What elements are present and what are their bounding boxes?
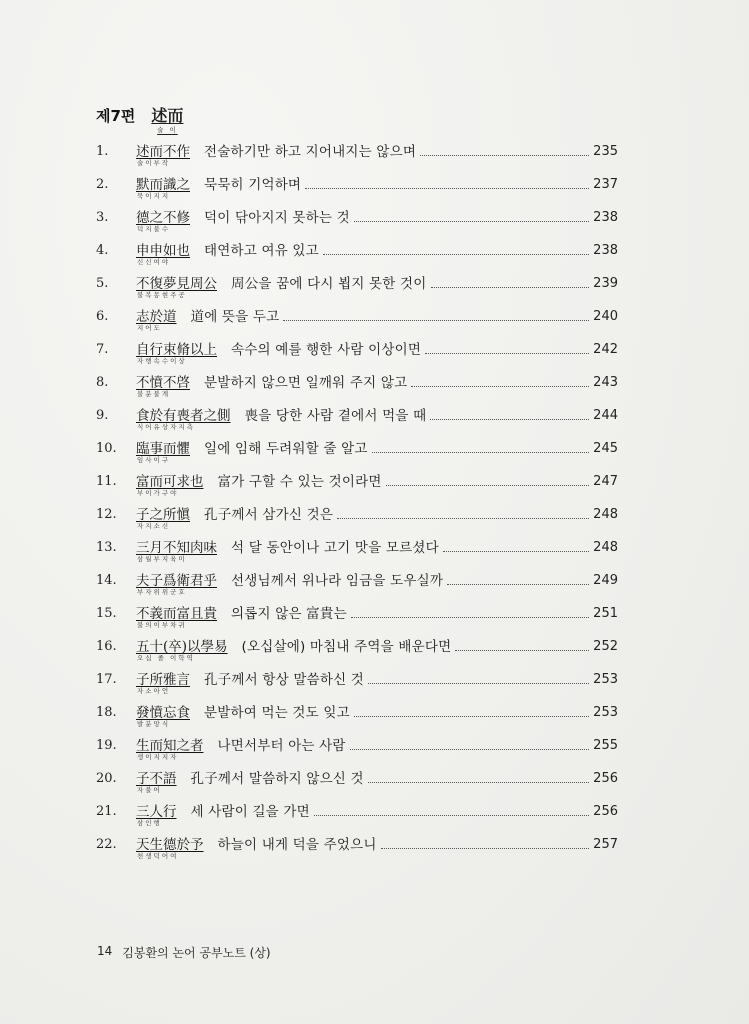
dot-leader — [368, 769, 589, 783]
entry-number: 6. — [96, 309, 109, 324]
entry-description: 태연하고 여유 있고 — [204, 243, 319, 259]
entry-description: 선생님께서 위나라 임금을 도우실까 — [231, 573, 444, 589]
entry-number: 5. — [96, 276, 109, 291]
entry-page-number: 253 — [593, 672, 618, 687]
entry-number: 15. — [96, 606, 117, 621]
dot-leader — [443, 538, 589, 552]
entry-hanja-text: 申申如也 — [136, 243, 190, 259]
entry-hanja-text: 不義而富且貴 — [136, 606, 217, 622]
entry-hanja-reading: 삼인행 — [137, 819, 162, 827]
entry-hanja-title — [136, 736, 204, 761]
toc-entry[interactable] — [96, 373, 618, 406]
entry-hanja-title — [136, 307, 177, 332]
entry-hanja-text: 子所雅言 — [136, 672, 190, 688]
entry-hanja-title — [136, 142, 190, 167]
dot-leader — [425, 340, 589, 354]
chapter-number: 제7편 — [96, 107, 136, 125]
entry-hanja-title — [136, 835, 204, 860]
dot-leader — [314, 802, 589, 816]
entry-hanja-text: 子之所愼 — [136, 507, 190, 523]
toc-entry[interactable] — [96, 505, 618, 538]
entry-description: 孔子께서 말씀하지 않으신 것 — [190, 771, 364, 787]
entry-hanja-text: 子不語 — [136, 771, 177, 787]
entry-hanja-text: 富而可求也 — [136, 474, 204, 490]
entry-hanja-text: 食於有喪者之側 — [136, 408, 231, 424]
toc-entry[interactable] — [96, 208, 618, 241]
entry-hanja-text: 五十(卒)以學易 — [136, 639, 228, 655]
entry-hanja-reading: 자행속수이상 — [137, 357, 187, 365]
dot-leader — [430, 406, 589, 420]
entry-hanja-text: 三月不知肉味 — [136, 540, 217, 556]
dot-leader — [381, 835, 590, 849]
entry-number: 21. — [96, 804, 117, 819]
entry-description: 喪을 당한 사람 곁에서 먹을 때 — [244, 408, 427, 424]
dot-leader — [337, 505, 589, 519]
entry-page-number: 238 — [593, 210, 618, 225]
entry-page-number: 251 — [593, 606, 618, 621]
entry-page-number: 242 — [593, 342, 618, 357]
entry-page-number: 253 — [593, 705, 618, 720]
entry-page-number: 249 — [593, 573, 618, 588]
entry-hanja-reading: 천생덕어여 — [137, 852, 179, 860]
entry-hanja-reading: 덕지불수 — [137, 225, 171, 233]
entry-number: 11. — [96, 474, 117, 489]
toc-entry[interactable] — [96, 274, 618, 307]
entry-hanja-text: 夫子爲衛君乎 — [136, 573, 217, 589]
entry-description: 분발하지 않으면 일깨워 주지 않고 — [204, 375, 408, 391]
entry-description: 일에 임해 두려워할 줄 알고 — [204, 441, 368, 457]
chapter-title-reading: 술 이 — [157, 126, 178, 134]
toc-entry[interactable] — [96, 142, 618, 175]
entry-number: 16. — [96, 639, 117, 654]
entry-description: 석 달 동안이나 고기 맛을 모르셨다 — [231, 540, 439, 556]
entry-page-number: 239 — [593, 276, 618, 291]
entry-hanja-title — [136, 274, 217, 299]
entry-page-number: 243 — [593, 375, 618, 390]
entry-hanja-title — [136, 769, 177, 794]
entry-number: 2. — [96, 177, 109, 192]
entry-number: 4. — [96, 243, 109, 258]
entry-hanja-title — [136, 439, 190, 464]
entry-number: 12. — [96, 507, 117, 522]
entry-page-number: 252 — [593, 639, 618, 654]
entry-hanja-reading: 임사이구 — [137, 456, 171, 464]
page-footer — [97, 944, 271, 961]
entry-number: 1. — [96, 144, 109, 159]
entry-hanja-reading: 식어유상자지측 — [137, 423, 195, 431]
entry-page-number: 256 — [593, 804, 618, 819]
dot-leader — [354, 703, 589, 717]
entry-number: 3. — [96, 210, 109, 225]
toc-entry[interactable] — [96, 175, 618, 208]
entry-description: 속수의 예를 행한 사람 이상이면 — [231, 342, 422, 358]
entry-page-number: 255 — [593, 738, 618, 753]
entry-hanja-reading: 묵이지지 — [137, 192, 171, 200]
chapter-heading — [96, 106, 183, 134]
entry-number: 8. — [96, 375, 109, 390]
dot-leader — [431, 274, 590, 288]
entry-description: 의롭지 않은 富貴는 — [231, 606, 347, 622]
entry-number: 13. — [96, 540, 117, 555]
entry-page-number: 238 — [593, 243, 618, 258]
entry-hanja-title — [136, 703, 190, 728]
entry-hanja-reading: 생이지지자 — [137, 753, 179, 761]
entry-page-number: 235 — [593, 144, 618, 159]
toc-entry[interactable] — [96, 472, 618, 505]
entry-hanja-title — [136, 670, 190, 695]
entry-hanja-title — [136, 472, 204, 497]
chapter-title — [151, 106, 183, 134]
entry-hanja-text: 默而識之 — [136, 177, 190, 193]
toc-entry[interactable] — [96, 835, 618, 868]
entry-description: 묵묵히 기억하며 — [204, 177, 302, 193]
dot-leader — [354, 208, 589, 222]
entry-hanja-reading: 지어도 — [137, 324, 162, 332]
entry-hanja-reading: 자지소신 — [137, 522, 171, 530]
dot-leader — [411, 373, 589, 387]
entry-number: 14. — [96, 573, 117, 588]
entry-page-number: 248 — [593, 507, 618, 522]
toc-entry[interactable] — [96, 241, 618, 274]
entry-hanja-reading: 부이가구야 — [137, 489, 179, 497]
dot-leader — [447, 571, 589, 585]
entry-hanja-title — [136, 538, 217, 563]
toc-entry[interactable] — [96, 538, 618, 571]
entry-hanja-title — [136, 604, 217, 629]
entry-description: 덕이 닦아지지 못하는 것 — [204, 210, 350, 226]
entry-number: 19. — [96, 738, 117, 753]
entry-hanja-title — [136, 241, 190, 266]
entry-page-number: 257 — [593, 837, 618, 852]
entry-page-number: 256 — [593, 771, 618, 786]
entry-hanja-title — [136, 373, 190, 398]
entry-description: 周公을 꿈에 다시 뵙지 못한 것이 — [231, 276, 427, 292]
entry-hanja-reading: 오십 졸 이학역 — [137, 654, 195, 662]
entry-hanja-reading: 술이부작 — [137, 159, 171, 167]
dot-leader — [350, 736, 590, 750]
toc-entry[interactable] — [96, 340, 618, 373]
dot-leader — [368, 670, 589, 684]
entry-number: 7. — [96, 342, 109, 357]
entry-hanja-text: 天生德於予 — [136, 837, 204, 853]
toc-entry[interactable] — [96, 736, 618, 769]
entry-hanja-title — [136, 505, 190, 530]
entry-description: 孔子께서 항상 말씀하신 것 — [204, 672, 365, 688]
entry-page-number: 240 — [593, 309, 618, 324]
entry-hanja-reading: 신신여야 — [137, 258, 171, 266]
entry-hanja-title — [136, 571, 217, 596]
entry-hanja-text: 自行束脩以上 — [136, 342, 217, 358]
entry-number: 22. — [96, 837, 117, 852]
dot-leader — [351, 604, 589, 618]
entry-number: 20. — [96, 771, 117, 786]
dot-leader — [386, 472, 590, 486]
entry-hanja-title — [136, 637, 228, 662]
entry-hanja-title — [136, 802, 177, 827]
entry-hanja-reading: 부자위위군호 — [137, 588, 187, 596]
toc-entry[interactable] — [96, 637, 618, 670]
entry-number: 18. — [96, 705, 117, 720]
entry-description: 전술하기만 하고 지어내지는 않으며 — [204, 144, 417, 160]
entry-description: 富가 구할 수 있는 것이라면 — [217, 474, 382, 490]
entry-hanja-reading: 삼월부지육미 — [137, 555, 187, 563]
entry-description: (오십살에) 마침내 주역을 배운다면 — [241, 639, 452, 655]
entry-description: 나면서부터 아는 사람 — [217, 738, 346, 754]
entry-page-number: 244 — [593, 408, 618, 423]
toc-entry[interactable] — [96, 703, 618, 736]
entry-hanja-title — [136, 175, 190, 200]
entry-hanja-title — [136, 208, 190, 233]
entry-description: 하늘이 내게 덕을 주었으니 — [217, 837, 377, 853]
entry-hanja-reading: 불의이부차귀 — [137, 621, 187, 629]
entry-number: 10. — [96, 441, 117, 456]
dot-leader — [455, 637, 589, 651]
toc-entry[interactable] — [96, 604, 618, 637]
dot-leader — [372, 439, 590, 453]
chapter-title-hanja: 述而 — [151, 106, 184, 125]
entry-hanja-text: 發憤忘食 — [136, 705, 190, 721]
dot-leader — [323, 241, 589, 255]
entry-hanja-text: 不復夢見周公 — [136, 276, 217, 292]
toc-entry[interactable] — [96, 307, 618, 340]
entry-number: 9. — [96, 408, 109, 423]
entry-hanja-text: 生而知之者 — [136, 738, 204, 754]
toc-entry[interactable] — [96, 439, 618, 472]
entry-description: 道에 뜻을 두고 — [190, 309, 280, 325]
entry-description: 孔子께서 삼가신 것은 — [204, 507, 334, 523]
entry-page-number: 237 — [593, 177, 618, 192]
entry-hanja-title — [136, 340, 217, 365]
entry-hanja-text: 德之不修 — [136, 210, 190, 226]
entry-description: 분발하여 먹는 것도 잊고 — [204, 705, 350, 721]
entry-number: 17. — [96, 672, 117, 687]
entry-hanja-reading: 자소아언 — [137, 687, 171, 695]
entry-hanja-text: 述而不作 — [136, 144, 190, 160]
toc-entry[interactable] — [96, 769, 618, 802]
entry-hanja-reading: 불분불계 — [137, 390, 171, 398]
dot-leader — [283, 307, 589, 321]
dot-leader — [420, 142, 589, 156]
entry-hanja-text: 臨事而懼 — [136, 441, 190, 457]
entry-page-number: 248 — [593, 540, 618, 555]
entry-page-number: 245 — [593, 441, 618, 456]
footer-page-number: 14 — [97, 944, 113, 958]
footer-book-title: 김봉환의 논어 공부노트 (상) — [122, 946, 271, 960]
entry-hanja-reading: 발분망식 — [137, 720, 171, 728]
entry-description: 세 사람이 길을 가면 — [190, 804, 310, 820]
toc-entry[interactable] — [96, 406, 618, 439]
entry-hanja-title — [136, 406, 231, 431]
dot-leader — [305, 175, 589, 189]
entry-hanja-reading: 불복몽현주공 — [137, 291, 187, 299]
entry-page-number: 247 — [593, 474, 618, 489]
entry-hanja-reading: 자불어 — [137, 786, 162, 794]
entry-hanja-text: 三人行 — [136, 804, 177, 820]
entry-hanja-text: 不憤不啓 — [136, 375, 190, 391]
toc-entry[interactable] — [96, 670, 618, 703]
toc-entry[interactable] — [96, 802, 618, 835]
toc-entry[interactable] — [96, 571, 618, 604]
entry-hanja-text: 志於道 — [136, 309, 177, 325]
